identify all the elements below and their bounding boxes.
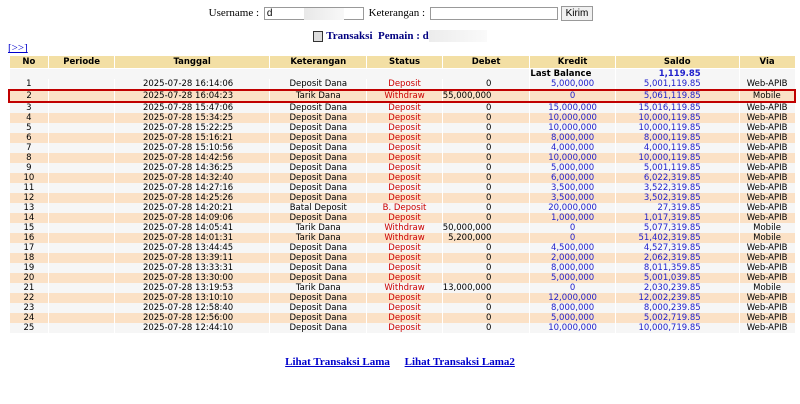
table-row bbox=[9, 173, 795, 183]
row-tanggal: 2025-07-28 16:04:23 bbox=[114, 90, 269, 102]
row-periode bbox=[49, 153, 115, 163]
row-no: 17 bbox=[9, 243, 49, 253]
row-kredit: 8,000,000 bbox=[530, 133, 615, 143]
row-saldo: 3,502,319.85 bbox=[615, 193, 739, 203]
row-tanggal: 2025-07-28 14:27:16 bbox=[114, 183, 269, 193]
row-via: Web-APIB bbox=[739, 253, 795, 263]
row-status: Deposit bbox=[367, 193, 442, 203]
row-saldo: 10,000,119.85 bbox=[615, 123, 739, 133]
row-tanggal: 2025-07-28 13:33:31 bbox=[114, 263, 269, 273]
row-saldo: 5,001,119.85 bbox=[615, 163, 739, 173]
row-saldo: 5,061,119.85 bbox=[615, 90, 739, 102]
row-keterangan: Deposit Dana bbox=[270, 193, 367, 203]
row-via: Web-APIB bbox=[739, 193, 795, 203]
row-status: Deposit bbox=[367, 133, 442, 143]
row-no: 3 bbox=[9, 102, 49, 113]
row-keterangan: Tarik Dana bbox=[270, 90, 367, 102]
row-tanggal: 2025-07-28 14:09:06 bbox=[114, 213, 269, 223]
row-tanggal: 2025-07-28 12:44:10 bbox=[114, 323, 269, 333]
row-tanggal: 2025-07-28 14:01:31 bbox=[114, 233, 269, 243]
table-row bbox=[9, 143, 795, 153]
row-debet: 0 bbox=[442, 153, 530, 163]
row-debet: 0 bbox=[442, 323, 530, 333]
row-kredit: 10,000,000 bbox=[530, 323, 615, 333]
row-saldo: 12,002,239.85 bbox=[615, 293, 739, 303]
row-kredit: 4,000,000 bbox=[530, 143, 615, 153]
row-via: Web-APIB bbox=[739, 153, 795, 163]
row-kredit: 8,000,000 bbox=[530, 263, 615, 273]
header-keterangan: Keterangan bbox=[270, 56, 367, 69]
row-saldo: 10,000,719.85 bbox=[615, 323, 739, 333]
row-keterangan: Deposit Dana bbox=[270, 173, 367, 183]
row-via: Web-APIB bbox=[739, 313, 795, 323]
row-kredit: 3,500,000 bbox=[530, 193, 615, 203]
row-keterangan: Deposit Dana bbox=[270, 113, 367, 123]
row-tanggal: 2025-07-28 15:10:56 bbox=[114, 143, 269, 153]
row-saldo: 8,011,359.85 bbox=[615, 263, 739, 273]
row-keterangan: Deposit Dana bbox=[270, 293, 367, 303]
row-no: 8 bbox=[9, 153, 49, 163]
table-row bbox=[9, 283, 795, 293]
row-periode bbox=[49, 133, 115, 143]
row-no: 5 bbox=[9, 123, 49, 133]
row-no: 12 bbox=[9, 193, 49, 203]
table-row bbox=[9, 183, 795, 193]
row-periode bbox=[49, 143, 115, 153]
row-kredit: 12,000,000 bbox=[530, 293, 615, 303]
row-periode bbox=[49, 273, 115, 283]
row-via: Web-APIB bbox=[739, 163, 795, 173]
row-saldo: 3,522,319.85 bbox=[615, 183, 739, 193]
table-row bbox=[9, 123, 795, 133]
table-row bbox=[9, 193, 795, 203]
row-periode bbox=[49, 263, 115, 273]
row-saldo: 15,016,119.85 bbox=[615, 102, 739, 113]
row-via: Web-APIB bbox=[739, 102, 795, 113]
row-status: Deposit bbox=[367, 313, 442, 323]
row-saldo: 5,077,319.85 bbox=[615, 223, 739, 233]
row-keterangan: Deposit Dana bbox=[270, 323, 367, 333]
row-kredit: 10,000,000 bbox=[530, 123, 615, 133]
row-saldo: 5,001,119.85 bbox=[615, 79, 739, 90]
row-no: 13 bbox=[9, 203, 49, 213]
table-row bbox=[9, 323, 795, 333]
row-periode bbox=[49, 102, 115, 113]
row-saldo: 4,527,319.85 bbox=[615, 243, 739, 253]
header-kredit: Kredit bbox=[530, 56, 615, 69]
row-no: 4 bbox=[9, 113, 49, 123]
row-via: Mobile bbox=[739, 233, 795, 243]
row-kredit: 8,000,000 bbox=[530, 303, 615, 313]
row-via: Web-APIB bbox=[739, 183, 795, 193]
table-header-row bbox=[9, 56, 795, 69]
row-debet: 0 bbox=[442, 213, 530, 223]
row-no: 22 bbox=[9, 293, 49, 303]
row-periode bbox=[49, 213, 115, 223]
row-status: Withdraw bbox=[367, 283, 442, 293]
row-keterangan: Batal Deposit bbox=[270, 203, 367, 213]
last-balance-value: 1,119.85 bbox=[615, 69, 739, 80]
row-no: 20 bbox=[9, 273, 49, 283]
row-status: Deposit bbox=[367, 183, 442, 193]
row-tanggal: 2025-07-28 16:14:06 bbox=[114, 79, 269, 90]
row-status: Withdraw bbox=[367, 233, 442, 243]
row-no: 7 bbox=[9, 143, 49, 153]
table-row bbox=[9, 243, 795, 253]
row-status: Deposit bbox=[367, 273, 442, 283]
row-saldo: 5,001,039.85 bbox=[615, 273, 739, 283]
row-keterangan: Deposit Dana bbox=[270, 183, 367, 193]
row-status: Withdraw bbox=[367, 223, 442, 233]
row-debet: 0 bbox=[442, 183, 530, 193]
row-no: 2 bbox=[9, 90, 49, 102]
table-row bbox=[9, 293, 795, 303]
row-tanggal: 2025-07-28 13:10:10 bbox=[114, 293, 269, 303]
row-debet: 0 bbox=[442, 163, 530, 173]
row-status: Deposit bbox=[367, 113, 442, 123]
table-row bbox=[9, 133, 795, 143]
header-status: Status bbox=[367, 56, 442, 69]
row-no: 18 bbox=[9, 253, 49, 263]
row-tanggal: 2025-07-28 15:16:21 bbox=[114, 133, 269, 143]
header-periode: Periode bbox=[49, 56, 115, 69]
old-transactions-link[interactable]: Lihat Transaksi Lama bbox=[285, 356, 390, 368]
row-periode bbox=[49, 173, 115, 183]
row-status: Deposit bbox=[367, 102, 442, 113]
row-debet: 13,000,000 bbox=[442, 283, 530, 293]
table-row bbox=[9, 113, 795, 123]
row-debet: 0 bbox=[442, 253, 530, 263]
row-keterangan: Deposit Dana bbox=[270, 143, 367, 153]
row-via: Web-APIB bbox=[739, 263, 795, 273]
row-saldo: 8,000,119.85 bbox=[615, 133, 739, 143]
row-kredit: 5,000,000 bbox=[530, 273, 615, 283]
row-via: Web-APIB bbox=[739, 303, 795, 313]
row-tanggal: 2025-07-28 13:30:00 bbox=[114, 273, 269, 283]
row-no: 10 bbox=[9, 173, 49, 183]
row-kredit: 5,000,000 bbox=[530, 313, 615, 323]
row-via: Mobile bbox=[739, 283, 795, 293]
row-status: Deposit bbox=[367, 253, 442, 263]
player-label: Pemain : d bbox=[378, 30, 429, 42]
keterangan-input[interactable] bbox=[430, 7, 558, 20]
row-via: Mobile bbox=[739, 223, 795, 233]
row-status: Deposit bbox=[367, 213, 442, 223]
table-row bbox=[9, 203, 795, 213]
table-row bbox=[9, 102, 795, 113]
row-kredit: 20,000,000 bbox=[530, 203, 615, 213]
table-row bbox=[9, 233, 795, 243]
row-tanggal: 2025-07-28 13:19:53 bbox=[114, 283, 269, 293]
row-via: Web-APIB bbox=[739, 273, 795, 283]
bottom-links bbox=[0, 356, 800, 368]
row-via: Web-APIB bbox=[739, 133, 795, 143]
row-status: Deposit bbox=[367, 303, 442, 313]
row-periode bbox=[49, 323, 115, 333]
row-tanggal: 2025-07-28 14:05:41 bbox=[114, 223, 269, 233]
row-kredit: 4,500,000 bbox=[530, 243, 615, 253]
row-keterangan: Deposit Dana bbox=[270, 243, 367, 253]
row-no: 11 bbox=[9, 183, 49, 193]
row-periode bbox=[49, 243, 115, 253]
row-kredit: 5,000,000 bbox=[530, 79, 615, 90]
row-keterangan: Deposit Dana bbox=[270, 213, 367, 223]
row-periode bbox=[49, 223, 115, 233]
header-saldo: Saldo bbox=[615, 56, 739, 69]
row-periode bbox=[49, 313, 115, 323]
document-icon bbox=[313, 31, 323, 42]
row-debet: 0 bbox=[442, 133, 530, 143]
row-kredit: 1,000,000 bbox=[530, 213, 615, 223]
row-saldo: 10,000,119.85 bbox=[615, 113, 739, 123]
table-row bbox=[9, 90, 795, 102]
row-saldo: 2,062,319.85 bbox=[615, 253, 739, 263]
transaction-table bbox=[8, 55, 796, 333]
row-periode bbox=[49, 90, 115, 102]
row-kredit: 0 bbox=[530, 283, 615, 293]
row-keterangan: Deposit Dana bbox=[270, 263, 367, 273]
old-transactions2-link[interactable]: Lihat Transaksi Lama2 bbox=[404, 356, 515, 368]
row-tanggal: 2025-07-28 15:34:25 bbox=[114, 113, 269, 123]
table-row bbox=[9, 79, 795, 90]
row-status: Deposit bbox=[367, 173, 442, 183]
row-tanggal: 2025-07-28 14:36:25 bbox=[114, 163, 269, 173]
table-row bbox=[9, 163, 795, 173]
row-no: 15 bbox=[9, 223, 49, 233]
row-periode bbox=[49, 123, 115, 133]
kirim-button[interactable]: Kirim bbox=[561, 6, 594, 21]
row-via: Web-APIB bbox=[739, 203, 795, 213]
row-kredit: 0 bbox=[530, 223, 615, 233]
row-debet: 0 bbox=[442, 143, 530, 153]
row-kredit: 0 bbox=[530, 90, 615, 102]
next-page-link[interactable]: [>>] bbox=[8, 42, 28, 54]
row-periode bbox=[49, 113, 115, 123]
row-via: Web-APIB bbox=[739, 123, 795, 133]
row-kredit: 3,500,000 bbox=[530, 183, 615, 193]
row-debet: 5,200,000 bbox=[442, 233, 530, 243]
row-no: 1 bbox=[9, 79, 49, 90]
row-keterangan: Deposit Dana bbox=[270, 253, 367, 263]
header-debet: Debet bbox=[442, 56, 530, 69]
row-debet: 0 bbox=[442, 193, 530, 203]
row-saldo: 5,002,719.85 bbox=[615, 313, 739, 323]
row-saldo: 8,000,239.85 bbox=[615, 303, 739, 313]
last-balance-row bbox=[9, 69, 795, 80]
row-saldo: 10,000,119.85 bbox=[615, 153, 739, 163]
row-keterangan: Deposit Dana bbox=[270, 102, 367, 113]
row-periode bbox=[49, 203, 115, 213]
row-status: Deposit bbox=[367, 79, 442, 90]
row-periode bbox=[49, 183, 115, 193]
row-debet: 0 bbox=[442, 123, 530, 133]
row-debet: 0 bbox=[442, 303, 530, 313]
table-row bbox=[9, 313, 795, 323]
row-kredit: 2,000,000 bbox=[530, 253, 615, 263]
row-status: Deposit bbox=[367, 263, 442, 273]
row-tanggal: 2025-07-28 15:47:06 bbox=[114, 102, 269, 113]
row-saldo: 6,022,319.85 bbox=[615, 173, 739, 183]
row-kredit: 10,000,000 bbox=[530, 153, 615, 163]
row-tanggal: 2025-07-28 14:42:56 bbox=[114, 153, 269, 163]
row-via: Web-APIB bbox=[739, 79, 795, 90]
row-status: Deposit bbox=[367, 163, 442, 173]
row-keterangan: Deposit Dana bbox=[270, 133, 367, 143]
row-debet: 0 bbox=[442, 113, 530, 123]
row-status: Deposit bbox=[367, 243, 442, 253]
row-periode bbox=[49, 253, 115, 263]
row-debet: 0 bbox=[442, 102, 530, 113]
row-no: 9 bbox=[9, 163, 49, 173]
row-saldo: 1,017,319.85 bbox=[615, 213, 739, 223]
row-tanggal: 2025-07-28 14:32:40 bbox=[114, 173, 269, 183]
table-row bbox=[9, 213, 795, 223]
row-keterangan: Deposit Dana bbox=[270, 79, 367, 90]
table-row bbox=[9, 223, 795, 233]
row-debet: 0 bbox=[442, 313, 530, 323]
row-tanggal: 2025-07-28 15:22:25 bbox=[114, 123, 269, 133]
row-tanggal: 2025-07-28 12:56:00 bbox=[114, 313, 269, 323]
row-debet: 0 bbox=[442, 263, 530, 273]
row-kredit: 0 bbox=[530, 233, 615, 243]
row-debet: 0 bbox=[442, 293, 530, 303]
row-saldo: 27,319.85 bbox=[615, 203, 739, 213]
row-kredit: 6,000,000 bbox=[530, 173, 615, 183]
row-debet: 0 bbox=[442, 79, 530, 90]
row-debet: 0 bbox=[442, 173, 530, 183]
row-tanggal: 2025-07-28 13:44:45 bbox=[114, 243, 269, 253]
row-keterangan: Tarik Dana bbox=[270, 233, 367, 243]
row-status: Withdraw bbox=[367, 90, 442, 102]
row-via: Mobile bbox=[739, 90, 795, 102]
row-status: Deposit bbox=[367, 293, 442, 303]
row-periode bbox=[49, 293, 115, 303]
row-saldo: 2,030,239.85 bbox=[615, 283, 739, 293]
row-debet: 55,000,000 bbox=[442, 90, 530, 102]
row-via: Web-APIB bbox=[739, 173, 795, 183]
row-debet: 0 bbox=[442, 203, 530, 213]
row-keterangan: Tarik Dana bbox=[270, 223, 367, 233]
row-no: 25 bbox=[9, 323, 49, 333]
header-tanggal: Tanggal bbox=[114, 56, 269, 69]
row-no: 16 bbox=[9, 233, 49, 243]
row-keterangan: Deposit Dana bbox=[270, 313, 367, 323]
last-balance-label: Last Balance bbox=[530, 69, 615, 80]
row-debet: 50,000,000 bbox=[442, 223, 530, 233]
row-via: Web-APIB bbox=[739, 323, 795, 333]
row-via: Web-APIB bbox=[739, 293, 795, 303]
row-no: 24 bbox=[9, 313, 49, 323]
row-status: Deposit bbox=[367, 153, 442, 163]
row-via: Web-APIB bbox=[739, 213, 795, 223]
redaction-mask bbox=[304, 8, 344, 20]
row-via: Web-APIB bbox=[739, 143, 795, 153]
row-kredit: 10,000,000 bbox=[530, 113, 615, 123]
row-status: Deposit bbox=[367, 143, 442, 153]
row-no: 14 bbox=[9, 213, 49, 223]
row-no: 6 bbox=[9, 133, 49, 143]
row-periode bbox=[49, 193, 115, 203]
table-row bbox=[9, 153, 795, 163]
keterangan-label: Keterangan : bbox=[368, 7, 426, 20]
row-periode bbox=[49, 163, 115, 173]
row-no: 23 bbox=[9, 303, 49, 313]
row-tanggal: 2025-07-28 12:58:40 bbox=[114, 303, 269, 313]
row-via: Web-APIB bbox=[739, 113, 795, 123]
search-form bbox=[0, 6, 800, 21]
row-tanggal: 2025-07-28 13:39:11 bbox=[114, 253, 269, 263]
row-tanggal: 2025-07-28 14:20:21 bbox=[114, 203, 269, 213]
row-no: 21 bbox=[9, 283, 49, 293]
row-periode bbox=[49, 283, 115, 293]
row-tanggal: 2025-07-28 14:25:26 bbox=[114, 193, 269, 203]
page-title bbox=[0, 30, 800, 42]
table-row bbox=[9, 303, 795, 313]
row-status: B. Deposit bbox=[367, 203, 442, 213]
row-keterangan: Deposit Dana bbox=[270, 123, 367, 133]
header-no: No bbox=[9, 56, 49, 69]
title-prefix: Transaksi bbox=[326, 30, 373, 42]
row-kredit: 15,000,000 bbox=[530, 102, 615, 113]
table-row bbox=[9, 273, 795, 283]
row-debet: 0 bbox=[442, 243, 530, 253]
row-periode bbox=[49, 233, 115, 243]
table-row bbox=[9, 253, 795, 263]
row-status: Deposit bbox=[367, 323, 442, 333]
row-keterangan: Deposit Dana bbox=[270, 303, 367, 313]
row-periode bbox=[49, 79, 115, 90]
row-keterangan: Tarik Dana bbox=[270, 283, 367, 293]
row-saldo: 51,402,319.85 bbox=[615, 233, 739, 243]
row-keterangan: Deposit Dana bbox=[270, 163, 367, 173]
table-row bbox=[9, 263, 795, 273]
row-kredit: 5,000,000 bbox=[530, 163, 615, 173]
row-saldo: 4,000,119.85 bbox=[615, 143, 739, 153]
row-status: Deposit bbox=[367, 123, 442, 133]
header-via: Via bbox=[739, 56, 795, 69]
row-keterangan: Deposit Dana bbox=[270, 153, 367, 163]
row-no: 19 bbox=[9, 263, 49, 273]
row-debet: 0 bbox=[442, 273, 530, 283]
row-keterangan: Deposit Dana bbox=[270, 273, 367, 283]
redaction-mask bbox=[429, 30, 487, 42]
row-periode bbox=[49, 303, 115, 313]
row-via: Web-APIB bbox=[739, 243, 795, 253]
username-label: Username : bbox=[208, 7, 260, 20]
